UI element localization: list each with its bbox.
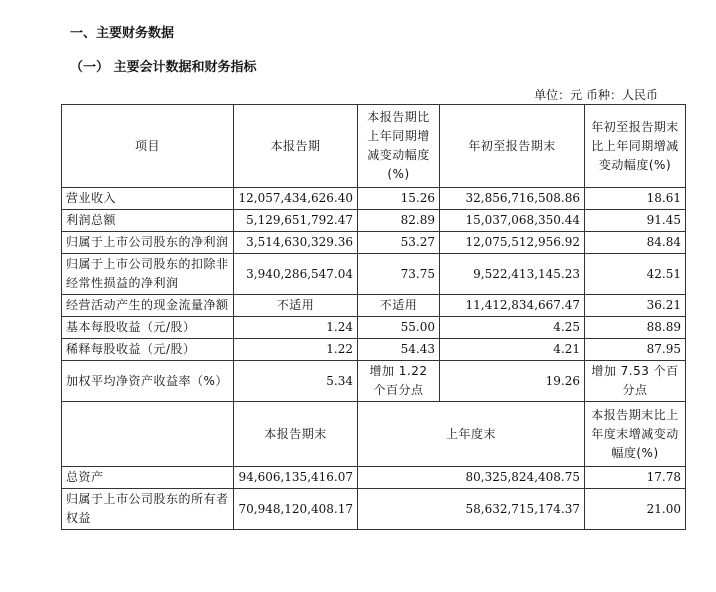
cell-current: 1.22 bbox=[234, 339, 358, 361]
cell-ytd: 11,412,834,667.47 bbox=[440, 295, 585, 317]
row-label: 归属于上市公司股东的扣除非经常性损益的净利润 bbox=[62, 254, 234, 295]
cell-ytd-change: 18.61 bbox=[585, 188, 686, 210]
cell-current: 3,940,286,547.04 bbox=[234, 254, 358, 295]
cell-ytd-change: 87.95 bbox=[585, 339, 686, 361]
cell-ytd: 12,075,512,956.92 bbox=[440, 232, 585, 254]
cell-current: 5.34 bbox=[234, 361, 358, 402]
table-row bbox=[62, 489, 686, 530]
header2-change: 本报告期末比上年度末增减变动幅度(%) bbox=[585, 402, 686, 467]
section-heading: 一、主要财务数据 bbox=[70, 26, 175, 41]
cell-current: 3,514,630,329.36 bbox=[234, 232, 358, 254]
cell-ytd: 15,037,068,350.44 bbox=[440, 210, 585, 232]
cell-current-change: 55.00 bbox=[358, 317, 440, 339]
cell-current: 5,129,651,792.47 bbox=[234, 210, 358, 232]
table-row bbox=[62, 317, 686, 339]
cell-current-change: 不适用 bbox=[358, 295, 440, 317]
financial-data-table bbox=[61, 104, 686, 530]
cell-ytd: 4.25 bbox=[440, 317, 585, 339]
cell-change: 17.78 bbox=[585, 467, 686, 489]
unit-currency-note: 单位：元 币种：人民币 bbox=[534, 88, 658, 102]
header2-prior-year-end: 上年度末 bbox=[358, 402, 585, 467]
row-label: 经营活动产生的现金流量净额 bbox=[62, 295, 234, 317]
table-row bbox=[62, 295, 686, 317]
row-label: 稀释每股收益（元/股） bbox=[62, 339, 234, 361]
cell-period-end: 94,606,135,416.07 bbox=[234, 467, 358, 489]
header-current-change: 本报告期比上年同期增减变动幅度(%) bbox=[358, 105, 440, 188]
header-ytd-change: 年初至报告期末比上年同期增减变动幅度(%) bbox=[585, 105, 686, 188]
row-label: 加权平均净资产收益率（%） bbox=[62, 361, 234, 402]
header-ytd: 年初至报告期末 bbox=[440, 105, 585, 188]
row-label: 归属于上市公司股东的净利润 bbox=[62, 232, 234, 254]
cell-current: 1.24 bbox=[234, 317, 358, 339]
table-row bbox=[62, 232, 686, 254]
cell-ytd-change: 91.45 bbox=[585, 210, 686, 232]
subsection-heading: （一） 主要会计数据和财务指标 bbox=[70, 60, 257, 75]
cell-ytd: 32,856,716,508.86 bbox=[440, 188, 585, 210]
header-item: 项目 bbox=[62, 105, 234, 188]
row-label: 利润总额 bbox=[62, 210, 234, 232]
cell-ytd-change: 增加 7.53 个百分点 bbox=[585, 361, 686, 402]
header-current-period: 本报告期 bbox=[234, 105, 358, 188]
cell-ytd-change: 84.84 bbox=[585, 232, 686, 254]
cell-ytd: 9,522,413,145.23 bbox=[440, 254, 585, 295]
cell-ytd: 19.26 bbox=[440, 361, 585, 402]
cell-current-change: 增加 1.22 个百分点 bbox=[358, 361, 440, 402]
cell-current: 12,057,434,626.40 bbox=[234, 188, 358, 210]
cell-ytd-change: 36.21 bbox=[585, 295, 686, 317]
row-label: 归属于上市公司股东的所有者权益 bbox=[62, 489, 234, 530]
table-row bbox=[62, 467, 686, 489]
cell-current-change: 82.89 bbox=[358, 210, 440, 232]
cell-ytd: 4.21 bbox=[440, 339, 585, 361]
cell-ytd-change: 88.89 bbox=[585, 317, 686, 339]
row-label: 基本每股收益（元/股） bbox=[62, 317, 234, 339]
cell-current: 不适用 bbox=[234, 295, 358, 317]
table-header-row-2 bbox=[62, 402, 686, 467]
table-header-row bbox=[62, 105, 686, 188]
cell-current-change: 15.26 bbox=[358, 188, 440, 210]
header2-empty bbox=[62, 402, 234, 467]
cell-change: 21.00 bbox=[585, 489, 686, 530]
cell-ytd-change: 42.51 bbox=[585, 254, 686, 295]
table-row bbox=[62, 339, 686, 361]
table-row bbox=[62, 361, 686, 402]
table-row bbox=[62, 188, 686, 210]
cell-period-end: 70,948,120,408.17 bbox=[234, 489, 358, 530]
table-row bbox=[62, 210, 686, 232]
cell-prior-year-end: 58,632,715,174.37 bbox=[358, 489, 585, 530]
row-label: 总资产 bbox=[62, 467, 234, 489]
row-label: 营业收入 bbox=[62, 188, 234, 210]
header2-period-end: 本报告期末 bbox=[234, 402, 358, 467]
cell-prior-year-end: 80,325,824,408.75 bbox=[358, 467, 585, 489]
table-row bbox=[62, 254, 686, 295]
cell-current-change: 73.75 bbox=[358, 254, 440, 295]
cell-current-change: 54.43 bbox=[358, 339, 440, 361]
cell-current-change: 53.27 bbox=[358, 232, 440, 254]
